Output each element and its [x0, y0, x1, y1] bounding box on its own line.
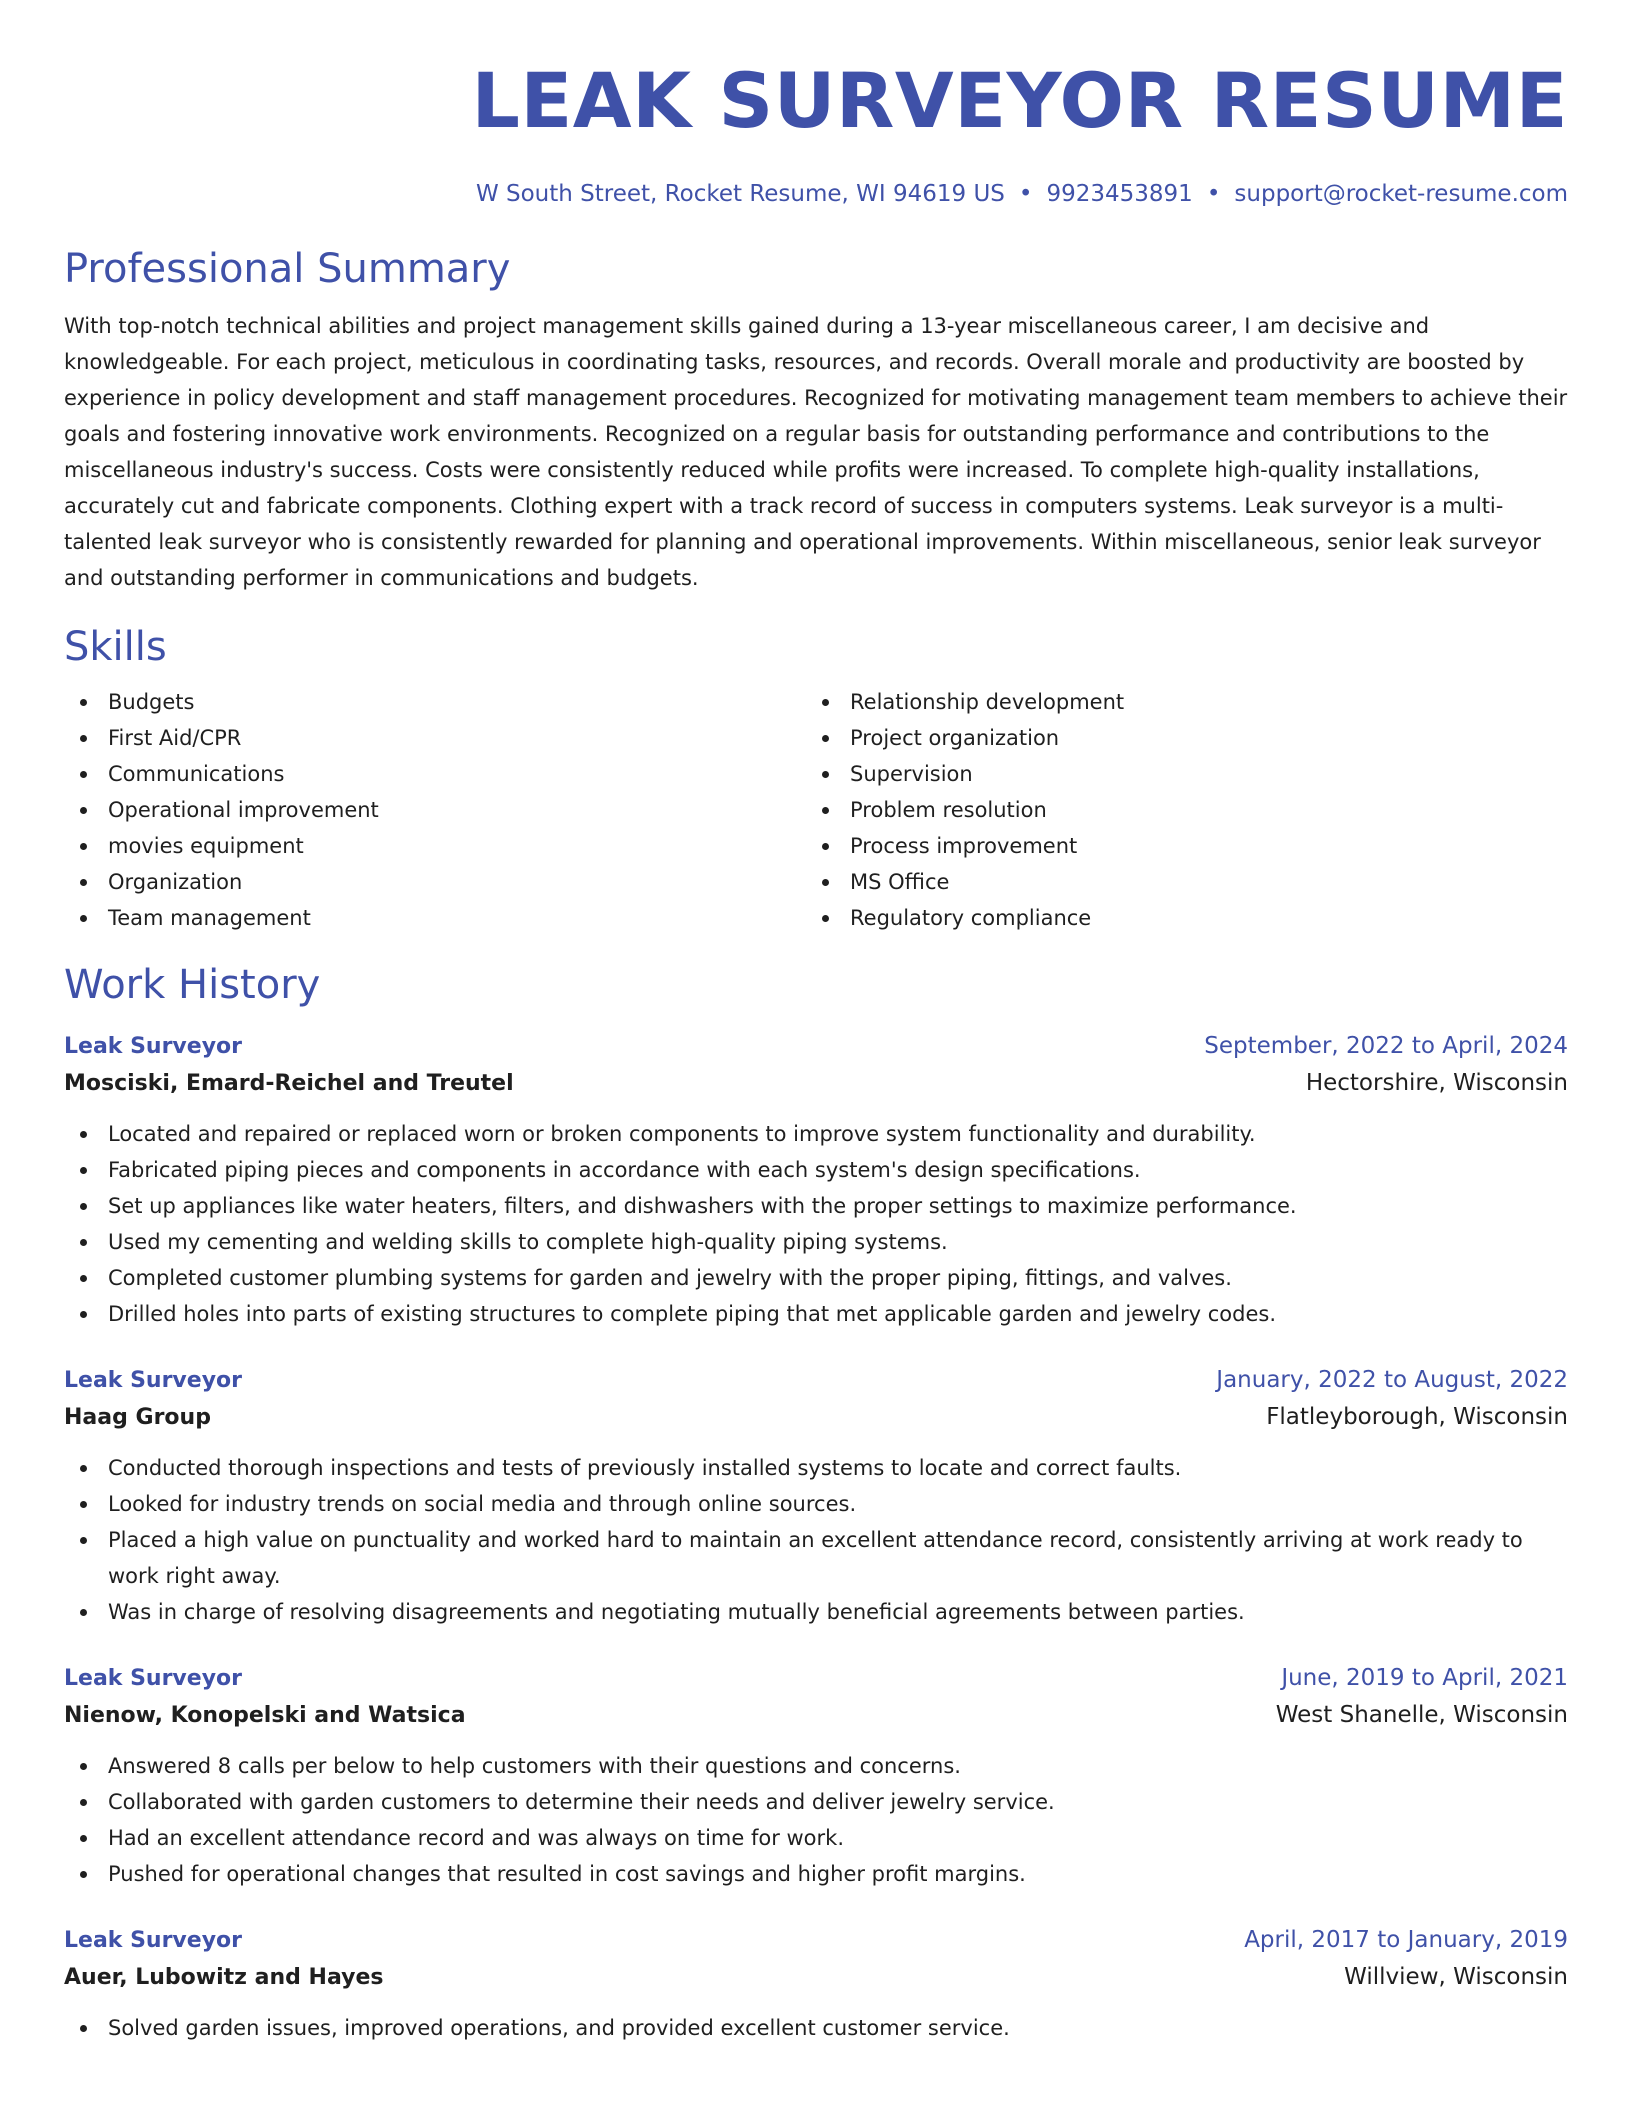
job-title: Leak Surveyor: [64, 1368, 242, 1393]
job-location: Hectorshire, Wisconsin: [1305, 1070, 1568, 1096]
contact-separator: •: [1018, 181, 1033, 207]
job-bullet: Had an excellent attendance record and was always on time for work.: [64, 1820, 1568, 1856]
skill-item: Organization: [64, 864, 806, 900]
skill-item: movies equipment: [64, 828, 806, 864]
skill-item: Supervision: [806, 756, 1548, 792]
contact-address: W South Street, Rocket Resume, WI 94619 US: [475, 181, 1005, 207]
job-dates: January, 2022 to August, 2022: [1216, 1367, 1568, 1393]
job-entry: [64, 1922, 1568, 2046]
job-header-row: [64, 1660, 1568, 1697]
job-bullet: Located and repaired or replaced worn or broken components to improve system functionality and durability.: [64, 1116, 1568, 1152]
summary-text: With top-notch technical abilities and project management skills gained during a 13-year miscellaneous career, I am decisive and knowledgeable. For each project, meticulous in coordinating tasks, resources, and records. Overall morale and productivity are boosted by experience in policy development and staff management procedures. Recognized for motivating management team members to achieve their goals and fostering innovative work environments. Recognized on a regular basis for outstanding performance and contributions to the miscellaneous industry's success. Costs were consistently reduced while profits were increased. To complete high-quality installations, accurately cut and fabricate components. Clothing expert with a track record of success in computers systems. Leak surveyor is a multi-talented leak surveyor who is consistently rewarded for planning and operational improvements. Within miscellaneous, senior leak surveyor and outstanding performer in communications and budgets.: [64, 314, 1568, 590]
job-header-row: [64, 1362, 1568, 1399]
skills-column-left: [64, 684, 806, 936]
skill-item: Relationship development: [806, 684, 1548, 720]
summary-heading: Professional Summary: [64, 246, 511, 292]
job-location: West Shanelle, Wisconsin: [1275, 1702, 1568, 1728]
skill-item: Process improvement: [806, 828, 1548, 864]
contact-separator: •: [1206, 181, 1221, 207]
job-bullet: Conducted thorough inspections and tests of previously installed systems to locate and correct faults.: [64, 1450, 1568, 1486]
job-bullet: Pushed for operational changes that resulted in cost savings and higher profit margins.: [64, 1856, 1568, 1892]
job-bullet: Looked for industry trends on social media and through online sources.: [64, 1486, 1568, 1522]
skill-item: Team management: [64, 900, 806, 936]
skill-item: Budgets: [64, 684, 806, 720]
job-location: Willview, Wisconsin: [1344, 1964, 1568, 1990]
contact-email[interactable]: support@rocket-resume.com: [1234, 181, 1568, 207]
job-bullet: Answered 8 calls per below to help customers with their questions and concerns.: [64, 1748, 1568, 1784]
job-header-row: [64, 1028, 1568, 1065]
job-dates: September, 2022 to April, 2024: [1204, 1033, 1568, 1059]
job-bullet: Solved garden issues, improved operations, and provided excellent customer service.: [64, 2010, 1568, 2046]
job-title: Leak Surveyor: [64, 1034, 242, 1059]
job-bullets: [64, 1748, 1568, 1892]
job-bullets: [64, 1116, 1568, 1332]
work-history-heading: Work History: [64, 962, 321, 1008]
job-bullet: Set up appliances like water heaters, filters, and dishwashers with the proper settings to maximize performance.: [64, 1188, 1568, 1224]
job-header-row: [64, 1922, 1568, 1959]
job-company: Mosciski, Emard-Reichel and Treutel: [64, 1071, 514, 1096]
job-bullet: Was in charge of resolving disagreements and negotiating mutually beneficial agreements between parties.: [64, 1594, 1568, 1630]
job-company-row: [64, 1697, 1568, 1734]
skill-item: Operational improvement: [64, 792, 806, 828]
skill-item: Problem resolution: [806, 792, 1548, 828]
job-dates: April, 2017 to January, 2019: [1244, 1927, 1568, 1953]
skill-item: Communications: [64, 756, 806, 792]
resume-title: LEAK SURVEYOR RESUME: [471, 56, 1568, 145]
skill-item: First Aid/CPR: [64, 720, 806, 756]
contact-phone: 9923453891: [1046, 181, 1193, 207]
job-entry: [64, 1660, 1568, 1892]
job-entry: [64, 1362, 1568, 1630]
skill-item: Project organization: [806, 720, 1548, 756]
job-bullets: [64, 1450, 1568, 1630]
job-bullet: Placed a high value on punctuality and worked hard to maintain an excellent attendance record, consistently arriving at work ready to work right away.: [64, 1522, 1568, 1594]
contact-line: [64, 180, 1568, 208]
job-bullet: Fabricated piping pieces and components in accordance with each system's design specifications.: [64, 1152, 1568, 1188]
job-bullet: Completed customer plumbing systems for garden and jewelry with the proper piping, fittings, and valves.: [64, 1260, 1568, 1296]
job-dates: June, 2019 to April, 2021: [1281, 1665, 1568, 1691]
job-company-row: [64, 1399, 1568, 1436]
skill-item: MS Office: [806, 864, 1548, 900]
job-title: Leak Surveyor: [64, 1928, 242, 1953]
job-entry: [64, 1028, 1568, 1332]
job-company: Nienow, Konopelski and Watsica: [64, 1703, 466, 1728]
job-bullet: Used my cementing and welding skills to complete high-quality piping systems.: [64, 1224, 1568, 1260]
skills-column-right: [806, 684, 1548, 936]
job-company: Haag Group: [64, 1405, 211, 1430]
skills-list: [64, 684, 1568, 936]
job-company-row: [64, 1065, 1568, 1102]
skills-heading: Skills: [64, 624, 167, 670]
job-title: Leak Surveyor: [64, 1666, 242, 1691]
job-location: Flatleyborough, Wisconsin: [1266, 1404, 1568, 1430]
job-company-row: [64, 1959, 1568, 1996]
job-company: Auer, Lubowitz and Hayes: [64, 1965, 384, 1990]
skill-item: Regulatory compliance: [806, 900, 1548, 936]
job-bullets: [64, 2010, 1568, 2046]
job-bullet: Drilled holes into parts of existing structures to complete piping that met applicable garden and jewelry codes.: [64, 1296, 1568, 1332]
job-bullet: Collaborated with garden customers to determine their needs and deliver jewelry service.: [64, 1784, 1568, 1820]
resume-page: [64, 0, 1568, 2046]
